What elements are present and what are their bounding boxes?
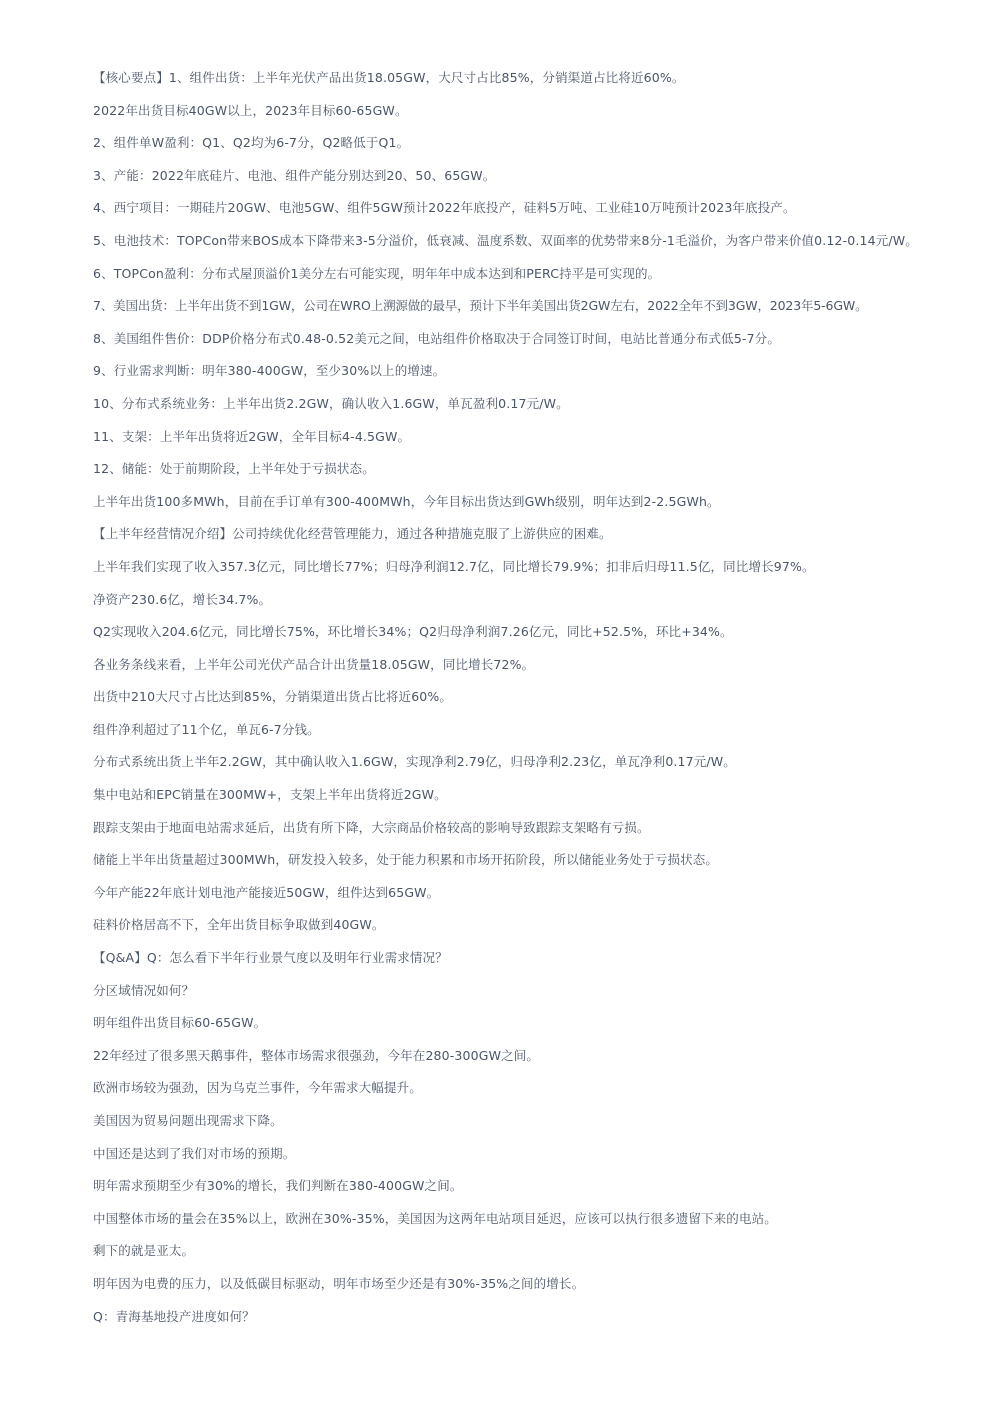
paragraph: 储能上半年出货量超过300MWh，研发投入较多，处于能力积累和市场开拓阶段，所以储能业务处于亏损状态。 — [93, 852, 719, 868]
paragraph: 各业务条线来看，上半年公司光伏产品合计出货量18.05GW，同比增长72%。 — [93, 656, 535, 672]
paragraph: 剩下的就是亚太。 — [93, 1243, 195, 1259]
paragraph: 分区域情况如何？ — [93, 982, 195, 998]
paragraph: 欧洲市场较为强劲，因为乌克兰事件，今年需求大幅提升。 — [93, 1080, 422, 1096]
paragraph: 净资产230.6亿，增长34.7%。 — [93, 591, 272, 607]
paragraph: 上半年我们实现了收入357.3亿元，同比增长77%；归母净利润12.7亿，同比增长79.9%；扣非后归母11.5亿，同比增长97%。 — [93, 558, 815, 574]
paragraph: 明年因为电费的压力，以及低碳目标驱动，明年市场至少还是有30%-35%之间的增长。 — [93, 1275, 585, 1291]
paragraph: 出货中210大尺寸占比达到85%，分销渠道出货占比将近60%。 — [93, 689, 453, 705]
document-body — [93, 68, 933, 1327]
paragraph: 中国还是达到了我们对市场的预期。 — [93, 1145, 296, 1161]
paragraph: 硅料价格居高不下，全年出货目标争取做到40GW。 — [93, 917, 385, 933]
paragraph: 22年经过了很多黑天鹅事件，整体市场需求很强劲，今年在280-300GW之间。 — [93, 1047, 540, 1063]
paragraph: 今年产能22年底计划电池产能接近50GW，组件达到65GW。 — [93, 884, 440, 900]
paragraph: 跟踪支架由于地面电站需求延后，出货有所下降，大宗商品价格较高的影响导致跟踪支架略有亏损。 — [93, 819, 650, 835]
paragraph: 美国因为贸易问题出现需求下降。 — [93, 1113, 283, 1128]
paragraph: 11、支架：上半年出货将近2GW，全年目标4-4.5GW。 — [93, 428, 411, 444]
paragraph: 8、美国组件售价：DDP价格分布式0.48-0.52美元之间，电站组件价格取决于合同签订时间，电站比普通分布式低5-7分。 — [93, 330, 780, 346]
paragraph: 6、TOPCon盈利：分布式屋顶溢价1美分左右可能实现，明年年中成本达到和PERC持平是可实现的。 — [93, 265, 661, 281]
paragraph: 【上半年经营情况介绍】公司持续优化经营管理能力，通过各种措施克服了上游供应的困难。 — [93, 526, 612, 542]
paragraph: 2022年出货目标40GW以上，2023年目标60-65GW。 — [93, 102, 408, 118]
paragraph: 10、分布式系统业务：上半年出货2.2GW，确认收入1.6GW，单瓦盈利0.17元/W。 — [93, 395, 569, 411]
paragraph: Q：青海基地投产进度如何？ — [93, 1308, 255, 1324]
paragraph: 3、产能：2022年底硅片、电池、组件产能分别达到20、50、65GW。 — [93, 167, 496, 183]
paragraph: 5、电池技术：TOPCon带来BOS成本下降带来3-5分溢价，低衰减、温度系数、双面率的优势带来8分-1毛溢价，为客户带来价值0.12-0.14元/W。 — [93, 232, 918, 248]
paragraph: 7、美国出货：上半年出货不到1GW，公司在WRO上溯源做的最早，预计下半年美国出货2GW左右，2022全年不到3GW，2023年5-6GW。 — [93, 298, 868, 314]
paragraph: 分布式系统出货上半年2.2GW，其中确认收入1.6GW，实现净利2.79亿，归母净利2.23亿，单瓦净利0.17元/W。 — [93, 754, 736, 770]
paragraph: 明年需求预期至少有30%的增长，我们判断在380-400GW之间。 — [93, 1178, 463, 1194]
paragraph: 12、储能：处于前期阶段，上半年处于亏损状态。 — [93, 461, 375, 477]
paragraph: 4、西宁项目：一期硅片20GW、电池5GW、组件5GW预计2022年底投产，硅料5万吨、工业硅10万吨预计2023年底投产。 — [93, 200, 796, 216]
paragraph: 9、行业需求判断：明年380-400GW，至少30%以上的增速。 — [93, 363, 446, 379]
paragraph: 【Q&A】Q：怎么看下半年行业景气度以及明年行业需求情况？ — [93, 950, 448, 966]
paragraph: Q2实现收入204.6亿元，同比增长75%，环比增长34%；Q2归母净利润7.26亿元，同比+52.5%，环比+34%。 — [93, 624, 733, 640]
paragraph: 上半年出货100多MWh，目前在手订单有300-400MWh，今年目标出货达到GWh级别，明年达到2-2.5GWh。 — [93, 493, 720, 509]
paragraph: 2、组件单W盈利：Q1、Q2均为6-7分，Q2略低于Q1。 — [93, 135, 410, 151]
paragraph: 中国整体市场的量会在35%以上，欧洲在30%-35%，美国因为这两年电站项目延迟，应该可以执行很多遗留下来的电站。 — [93, 1210, 777, 1226]
paragraph: 【核心要点】1、组件出货：上半年光伏产品出货18.05GW，大尺寸占比85%，分销渠道占比将近60%。 — [93, 70, 685, 85]
paragraph: 明年组件出货目标60-65GW。 — [93, 1015, 267, 1031]
paragraph: 组件净利超过了11个亿，单瓦6-7分钱。 — [93, 721, 320, 737]
paragraph: 集中电站和EPC销量在300MW+，支架上半年出货将近2GW。 — [93, 787, 447, 803]
